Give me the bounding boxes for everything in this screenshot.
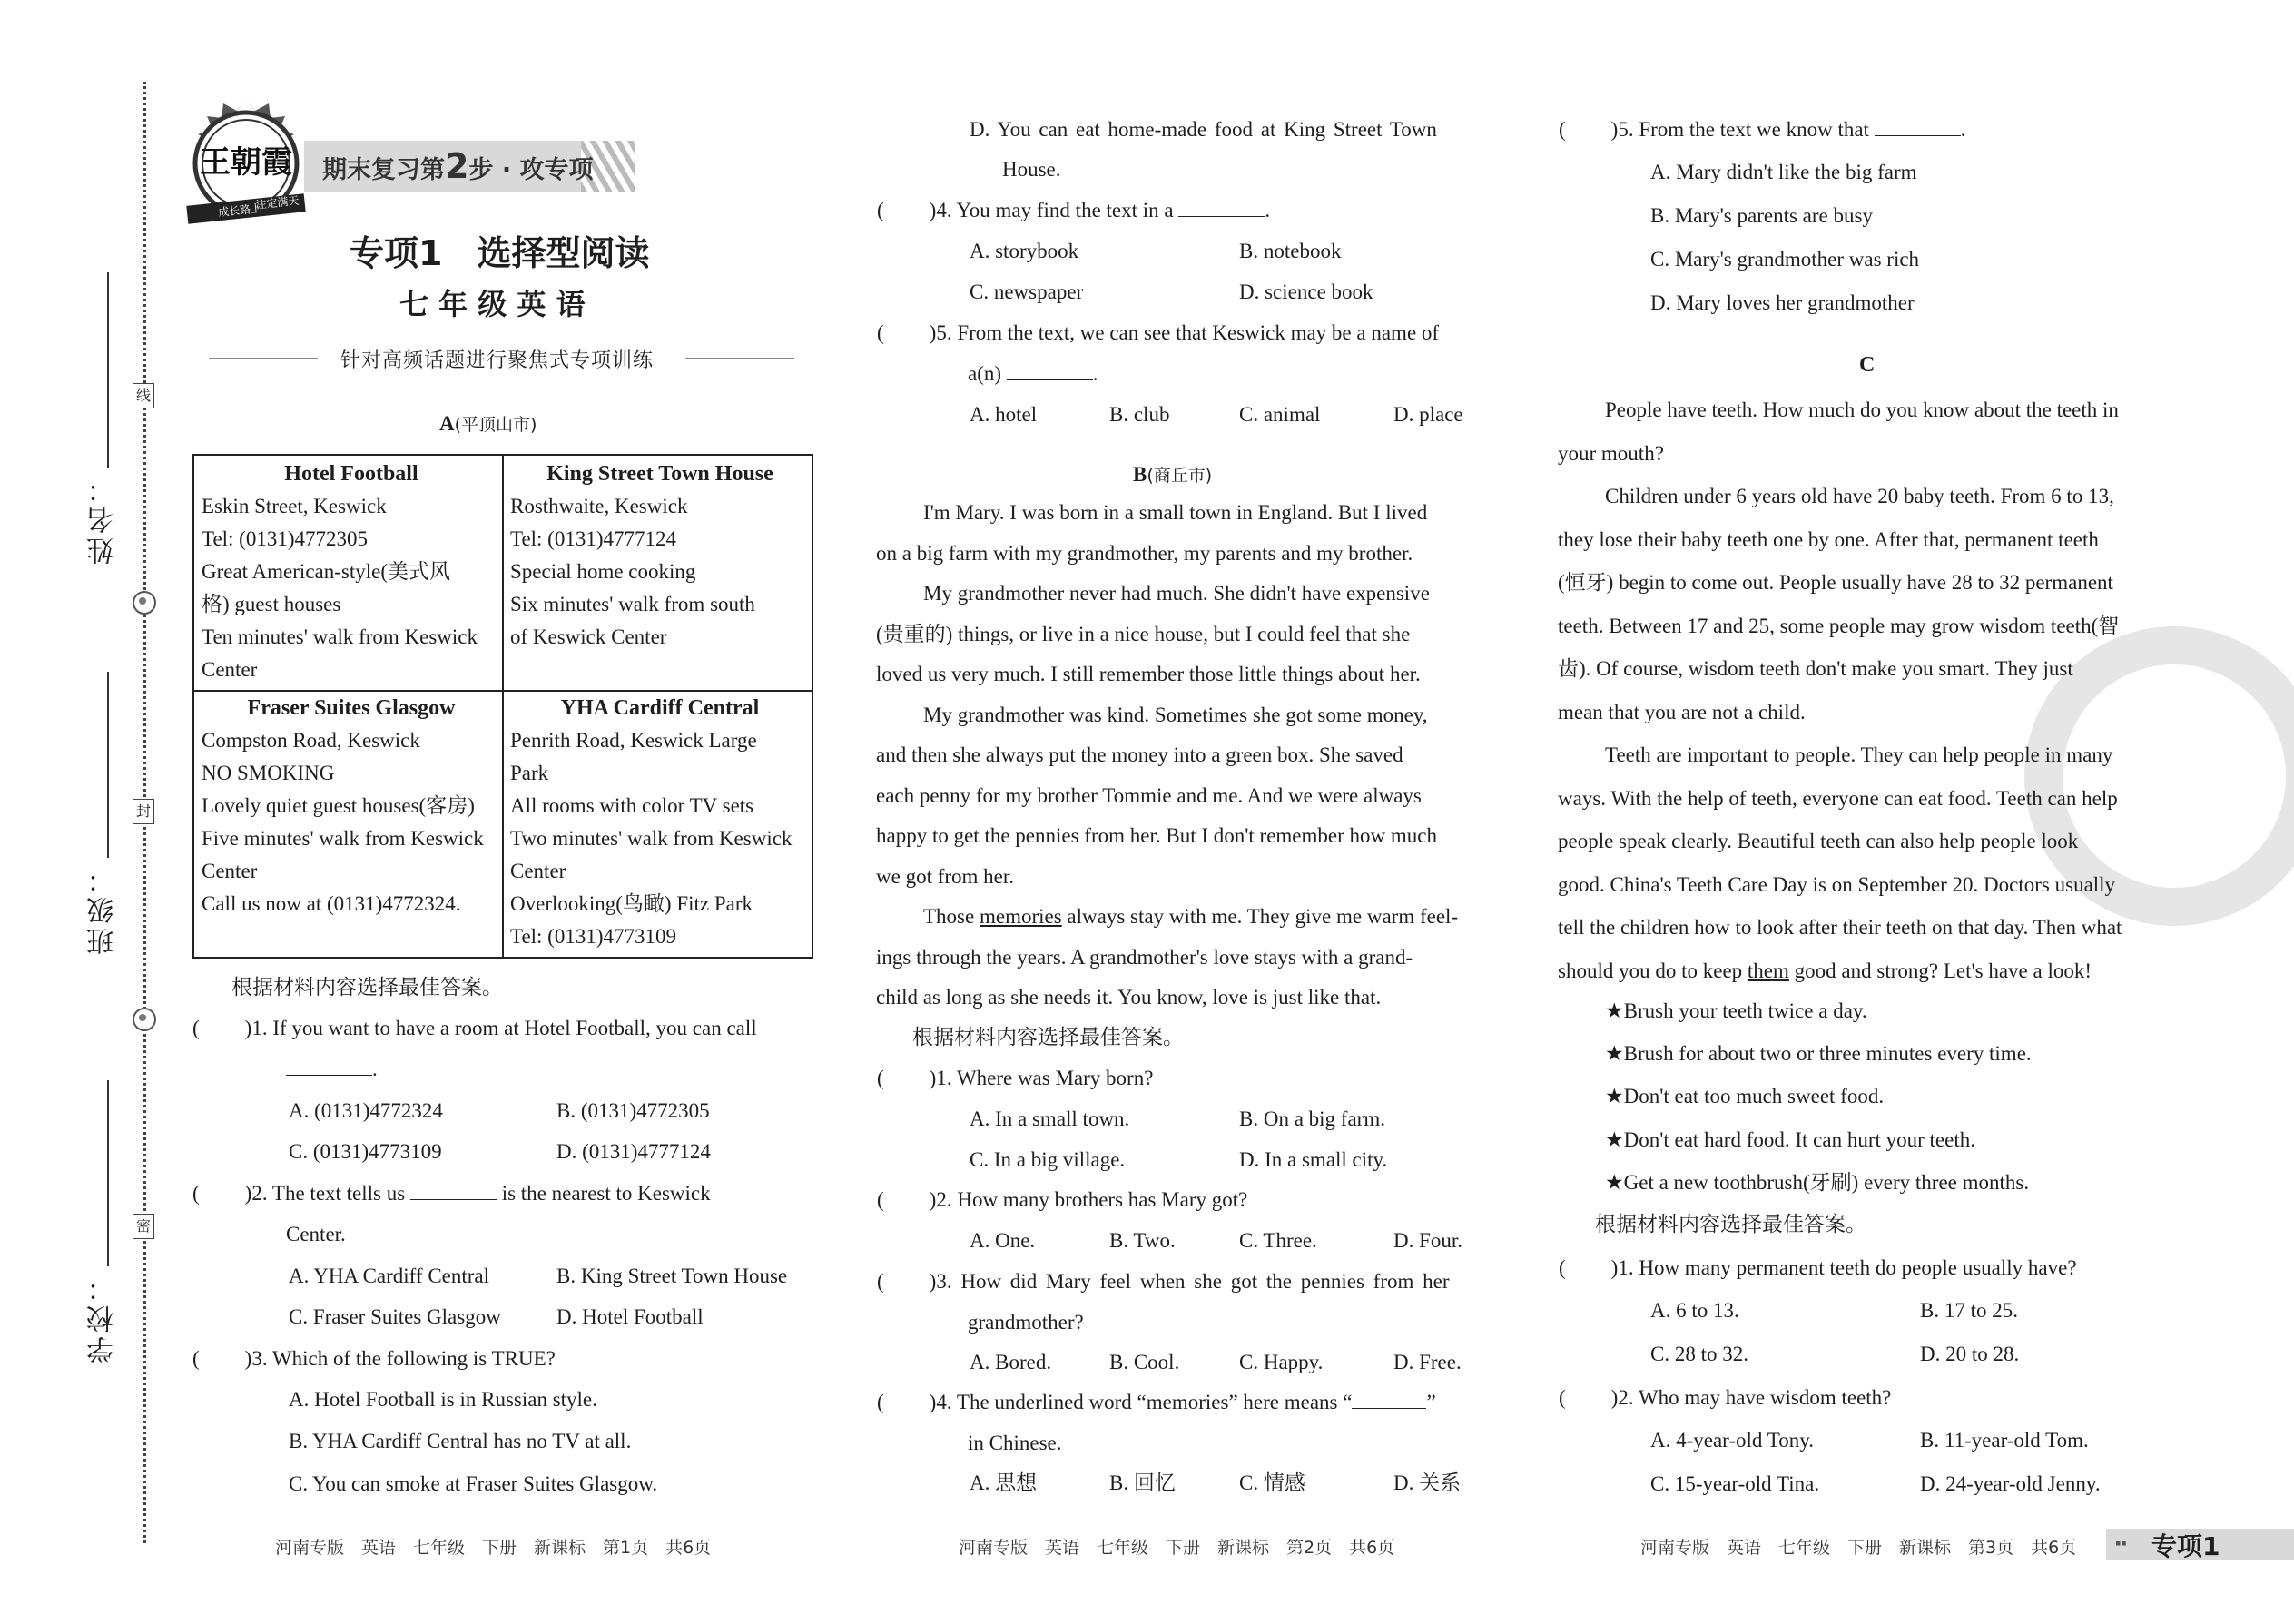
option-b5-a[interactable]: A. Mary didn't like the big farm [1650, 161, 1917, 183]
option-b4-d[interactable]: D. 关系 [1393, 1471, 1462, 1494]
tip-item: ★Don't eat too much sweet food. [1605, 1085, 1885, 1107]
hotel-cell-hotel-football: Hotel Football Eskin Street, Keswick Tel: (0131)4772305 Great American-style(美式风 格) guest houses Ten minutes' walk from Keswick Center [202, 462, 478, 681]
question-b3-cont: grandmother? [968, 1311, 1084, 1334]
class-label: 班级： [87, 862, 119, 955]
option-a5-c[interactable]: C. animal [1239, 403, 1321, 426]
hotel-cell-king-street: King Street Town House Rosthwaite, Keswick Tel: (0131)4777124 Special home cooking Six minutes' walk from south of Keswick Center [510, 462, 773, 648]
tagline: 针对高频话题进行聚焦式专项训练 [340, 349, 655, 372]
question-b1: ( )1. Where was Mary born? [877, 1067, 1154, 1089]
tip-item: ★Brush your teeth twice a day. [1605, 999, 1867, 1022]
page-footer-1: 河南专版 英语 七年级 下册 新课标 第1页 共6页 [275, 1538, 712, 1558]
option-a3-c[interactable]: C. You can smoke at Fraser Suites Glasgow. [289, 1472, 658, 1495]
option-c1-b[interactable]: B. 17 to 25. [1920, 1299, 2018, 1322]
option-b2-d[interactable]: D. Four. [1393, 1229, 1463, 1252]
page-title: 专项1 选择型阅读 [350, 233, 650, 273]
option-a4-d[interactable]: D. science book [1239, 281, 1373, 303]
option-a3-b[interactable]: B. YHA Cardiff Central has no TV at all. [289, 1430, 632, 1452]
question-c1: ( )1. How many permanent teeth do people usually have? [1559, 1256, 2077, 1279]
option-a2-b[interactable]: B. King Street Town House [556, 1265, 788, 1287]
binding-hole [133, 1008, 156, 1031]
question-a4: ( )4. You may find the text in a . [877, 199, 1271, 221]
question-a2-cont: Center. [286, 1223, 346, 1245]
option-b2-a[interactable]: A. One. [970, 1229, 1036, 1252]
hotel-cell-fraser-suites: Fraser Suites Glasgow Compston Road, Keswick NO SMOKING Lovely quiet guest houses(客房) Five minutes' walk from Keswick Center Call us now at (0131)4772324. [202, 696, 484, 915]
seal-mark-line: 线 [133, 383, 154, 408]
svg-text:成长路上: 成长路上 [217, 202, 262, 220]
section-b-heading: B(商丘市) [1133, 463, 1213, 486]
option-b2-c[interactable]: C. Three. [1239, 1229, 1317, 1252]
section-b-instruction: 根据材料内容选择最佳答案。 [912, 1026, 1184, 1049]
option-c1-a[interactable]: A. 6 to 13. [1650, 1299, 1739, 1322]
option-a4-b[interactable]: B. notebook [1239, 240, 1342, 262]
passage-b: I'm Mary. I was born in a small town in England. But I lived on a big farm with my grandmother, my parents and my brother. My grandmother never had much. She didn't have expensive (贵重的) things, or live in a nice house, but I could feel that she loved us very much. I still remember those little things about her. My grandmother was kind. Sometimes she got some money, and then she always put the money into a green box. She saved each penny for my brother Tommie and me. And we were always happy to get the pennies from her. But I don't remember how much we got from her. Those memories always stay with me. They give me warm feel- ings through the years. A grandmother's love stays with a grand- child as long as she needs it. You know, love is just like that. [876, 501, 1459, 1009]
section-tag-label: 专项1 [2151, 1531, 2220, 1561]
passage-c: People have teeth. How much do you know about the teeth in your mouth? Children under 6 years old have 20 baby teeth. From 6 to 13, they lose their baby teeth one by one. After that, permanent teeth (恒牙) begin to come out. People usually have 28 to 32 permanent teeth. Between 17 and 25, some people may grow wisdom teeth(智 齿). Of course, wisdom teeth don't make you smart. They just mean that you are not a child. Teeth are important to people. They can help people in many ways. With the help of teeth, everyone can eat food. Teeth can help people speak clearly. Beautiful teeth can also help people look good. China's Teeth Care Day is on September 20. Doctors usually tell the children how to look after their teeth on that day. Then what should you do to keep them good and strong? Let's have a look! [1558, 399, 2122, 982]
option-b1-d[interactable]: D. In a small city. [1239, 1148, 1388, 1171]
name-field[interactable] [107, 272, 109, 468]
question-a2: ( )2. The text tells us is the nearest to Keswick [192, 1182, 711, 1205]
school-label: 学校： [87, 1271, 119, 1363]
tip-item: ★Get a new toothbrush(牙刷) every three months. [1605, 1171, 2030, 1194]
section-a-heading: A(平顶山市) [439, 412, 537, 435]
option-c2-b[interactable]: B. 11-year-old Tom. [1920, 1429, 2089, 1452]
binding-hole [133, 591, 156, 615]
hotel-cell-yha-cardiff: YHA Cardiff Central Penrith Road, Keswick Large Park All rooms with color TV sets Two minutes' walk from Keswick Center Overlooking(鸟瞰) Fitz Park Tel: (0131)4773109 [510, 696, 793, 948]
option-b4-b[interactable]: B. 回忆 [1109, 1471, 1176, 1494]
option-b3-a[interactable]: A. Bored. [970, 1351, 1052, 1373]
option-b2-b[interactable]: B. Two. [1109, 1229, 1176, 1252]
school-field[interactable] [107, 1080, 109, 1266]
section-a-instruction: 根据材料内容选择最佳答案。 [231, 976, 503, 999]
option-c1-c[interactable]: C. 28 to 32. [1650, 1343, 1748, 1365]
option-c2-d[interactable]: D. 24-year-old Jenny. [1920, 1472, 2101, 1495]
question-b2: ( )2. How many brothers has Mary got? [877, 1188, 1248, 1211]
tagline-rule-left [209, 358, 318, 359]
series-banner-text: 期末复习第2步 · 攻专项 [322, 146, 594, 186]
option-a5-a[interactable]: A. hotel [970, 403, 1038, 426]
answer-blank[interactable]: . [286, 1056, 378, 1083]
question-b4-cont: in Chinese. [968, 1432, 1062, 1454]
page-footer-3: 河南专版 英语 七年级 下册 新课标 第3页 共6页 [1640, 1538, 2077, 1558]
tip-item: ★Brush for about two or three minutes every time. [1605, 1042, 2032, 1065]
underlined-word: memories [979, 905, 1062, 928]
option-a4-c[interactable]: C. newspaper [970, 281, 1084, 303]
question-b4: ( )4. The underlined word “memories” here means “ ” [877, 1391, 1436, 1413]
option-b4-a[interactable]: A. 思想 [970, 1471, 1038, 1494]
option-b4-c[interactable]: C. 情感 [1239, 1471, 1305, 1494]
page-subtitle: 七 年 级 英 语 [399, 287, 586, 321]
option-a4-a[interactable]: A. storybook [970, 240, 1079, 262]
option-a5-b[interactable]: B. club [1109, 403, 1170, 426]
option-c2-c[interactable]: C. 15-year-old Tina. [1650, 1472, 1820, 1495]
option-a3-d[interactable]: D. You can eat home-made food at King Street Town [970, 118, 1437, 141]
question-a3: ( )3. Which of the following is TRUE? [192, 1347, 556, 1370]
option-a2-c[interactable]: C. Fraser Suites Glasgow [289, 1305, 501, 1328]
option-b5-d[interactable]: D. Mary loves her grandmother [1650, 291, 1915, 314]
question-a5: ( )5. From the text, we can see that Keswick may be a name of [877, 321, 1440, 344]
hotel-table [192, 454, 813, 959]
option-b3-c[interactable]: C. Happy. [1239, 1351, 1324, 1373]
option-a1-a[interactable]: A. (0131)4772324 [289, 1099, 443, 1122]
option-c1-d[interactable]: D. 20 to 28. [1920, 1343, 2020, 1365]
svg-text:注定满天: 注定满天 [254, 193, 300, 212]
option-a3-a[interactable]: A. Hotel Football is in Russian style. [289, 1388, 597, 1411]
logo-text: 王朝霞 [200, 144, 292, 181]
option-a1-c[interactable]: C. (0131)4773109 [289, 1140, 442, 1163]
publisher-logo [178, 98, 314, 225]
option-a1-b[interactable]: B. (0131)4772305 [556, 1099, 710, 1122]
tip-item: ★Don't eat hard food. It can hurt your teeth. [1605, 1128, 1975, 1151]
underlined-word: them [1747, 959, 1789, 982]
tag-dots-icon: ▪▪ [2115, 1534, 2127, 1552]
option-b5-b[interactable]: B. Mary's parents are busy [1650, 204, 1873, 227]
question-b5: ( )5. From the text we know that . [1559, 118, 1966, 141]
question-c2: ( )2. Who may have wisdom teeth? [1559, 1386, 1892, 1409]
option-b1-b[interactable]: B. On a big farm. [1239, 1107, 1385, 1130]
seal-mark-secret: 密 [133, 1214, 154, 1239]
section-c-instruction: 根据材料内容选择最佳答案。 [1595, 1213, 1866, 1236]
option-a2-d[interactable]: D. Hotel Football [556, 1305, 704, 1328]
option-b3-d[interactable]: D. Free. [1393, 1351, 1462, 1373]
option-b5-c[interactable]: C. Mary's grandmother was rich [1650, 248, 1920, 271]
page-footer-2: 河南专版 英语 七年级 下册 新课标 第2页 共6页 [959, 1538, 1395, 1558]
name-label: 姓名： [87, 472, 119, 565]
option-b1-c[interactable]: C. In a big village. [970, 1148, 1126, 1171]
question-a5-cont: a(n) . [968, 362, 1098, 385]
seal-mark-seal: 封 [133, 799, 154, 824]
option-c2-a[interactable]: A. 4-year-old Tony. [1650, 1429, 1814, 1452]
question-a1: ( )1. If you want to have a room at Hotel Football, you can call [192, 1017, 757, 1039]
tagline-rule-right [685, 358, 794, 359]
question-b3: ( )3. How did Mary feel when she got the pennies from her [877, 1270, 1450, 1293]
section-c-heading: C [1859, 353, 1876, 377]
option-a1-d[interactable]: D. (0131)4777124 [556, 1140, 711, 1163]
option-a3-d-cont: House. [1002, 158, 1061, 181]
option-a2-a[interactable]: A. YHA Cardiff Central [289, 1265, 490, 1287]
option-a5-d[interactable]: D. place [1393, 403, 1463, 426]
option-b1-a[interactable]: A. In a small town. [970, 1107, 1130, 1130]
option-b3-b[interactable]: B. Cool. [1109, 1351, 1180, 1373]
class-field[interactable] [107, 672, 109, 858]
